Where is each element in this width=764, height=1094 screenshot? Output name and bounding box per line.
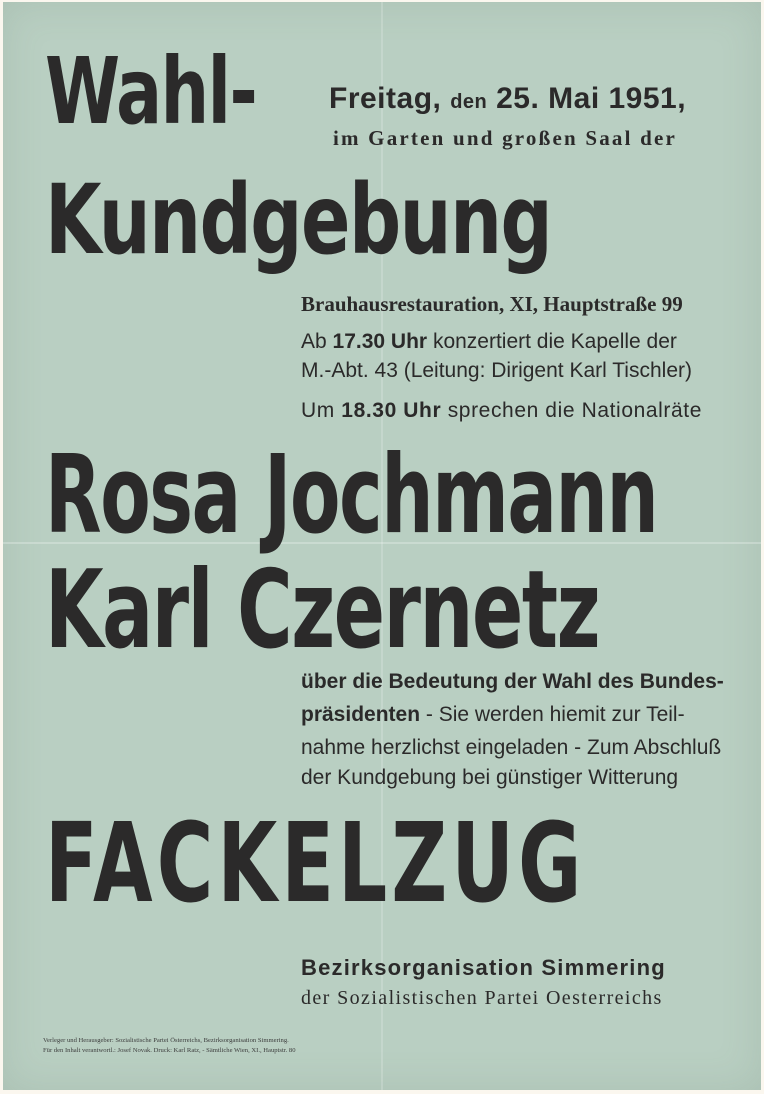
imprint-publisher: Verleger und Herausgeber: Sozialistische Partei Österreichs, Bezirksorganisation Simmering. [43,1037,289,1044]
poster [3,2,761,1090]
headline-fackelzug: FACKELZUG [45,799,586,927]
topic-line-2-rest: - Sie werden hiemit zur Teil- [425,703,685,726]
date-den: den [450,91,488,113]
headline-kundgebung: Kundgebung [45,164,552,276]
headline-wahl: Wahl- [45,38,257,145]
concert-line-2: M.-Abt. 43 (Leitung: Dirigent Karl Tischler) [301,359,692,382]
topic-line-4: der Kundgebung bei günstiger Witterung [301,766,679,789]
speaker-karl-czernetz: Karl Czernetz [45,548,600,673]
speech-time: 18.30 Uhr [341,399,442,422]
topic-line-2 [301,703,685,727]
topic-line-3: nahme herzlichst eingeladen - Zum Abschluß [301,736,722,759]
speech-prefix: Um [301,399,335,422]
speech-text: sprechen die Nationalräte [447,399,703,422]
organizer-party: der Sozialistischen Partei Oesterreichs [301,987,663,1009]
concert-prefix: Ab [301,330,327,353]
speech-line [301,399,702,423]
date-value: 25. Mai 1951, [496,82,687,115]
concert-line [301,330,677,354]
concert-time: 17.30 Uhr [332,330,428,353]
concert-text: konzertiert die Kapelle der [432,330,677,353]
imprint-printer: Für den Inhalt verantwortl.: Josef Novak. Druck: Karl Ratz, - Sämtliche Wien, XI., Hauptstr. 80 [43,1047,296,1054]
event-date [329,82,686,116]
venue-address: Brauhausrestauration, XI, Hauptstraße 99 [301,292,683,316]
location-intro: im Garten und großen Saal der [333,126,678,150]
topic-line-1: über die Bedeutung der Wahl des Bundes- [301,670,724,693]
speaker-rosa-jochmann: Rosa Jochmann [45,433,658,558]
topic-bold-word: präsidenten [301,703,421,726]
organizer-name: Bezirksorganisation Simmering [301,955,666,980]
date-weekday: Freitag, [329,82,442,115]
